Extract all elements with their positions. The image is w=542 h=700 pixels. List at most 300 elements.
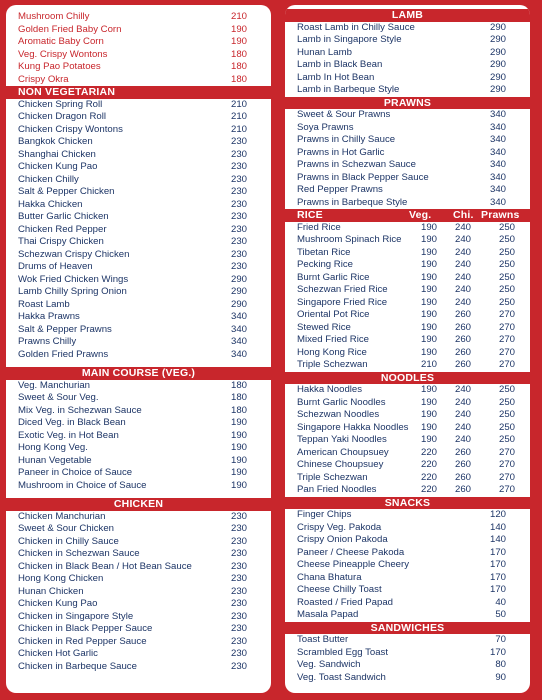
menu-item — [285, 572, 530, 585]
item-name: Pan Fried Noodles — [297, 484, 377, 495]
item-price: 230 — [230, 648, 247, 659]
item-price: 340 — [230, 311, 247, 322]
chicken-price: 240 — [454, 284, 471, 295]
menu-item — [285, 434, 530, 447]
prawns-price: 250 — [498, 259, 515, 270]
item-name: Burnt Garlic Noodles — [297, 396, 386, 408]
item-name: Hong Kong Chicken — [18, 573, 104, 584]
item-price: 180 — [230, 73, 247, 85]
menu-item — [285, 472, 530, 485]
prawns-price: 250 — [498, 434, 515, 445]
noodles-header: NOODLES — [285, 372, 530, 385]
item-name: Chicken in Barbeque Sauce — [18, 660, 137, 672]
menu-item — [6, 61, 271, 74]
menu-item — [6, 405, 271, 418]
item-name: Mushroom Spinach Rice — [297, 234, 402, 245]
chicken-price: 240 — [454, 396, 471, 408]
menu-item — [285, 659, 530, 672]
menu-item — [285, 184, 530, 197]
item-name: Chicken in Red Pepper Sauce — [18, 635, 147, 647]
menu-item — [6, 124, 271, 137]
item-price: 230 — [230, 161, 247, 172]
rice-list — [285, 222, 530, 372]
menu-item — [285, 284, 530, 297]
menu-item — [6, 36, 271, 49]
prawns-price: 250 — [498, 384, 515, 395]
item-price: 290 — [489, 71, 506, 83]
menu-item — [6, 467, 271, 480]
menu-item — [285, 309, 530, 322]
lamb-list — [285, 22, 530, 97]
item-price: 80 — [495, 659, 506, 670]
item-price: 230 — [230, 523, 247, 534]
veg-price: 220 — [420, 459, 437, 470]
item-price: 290 — [230, 273, 247, 285]
veg-price: 190 — [420, 221, 437, 233]
item-name: Hunan Lamb — [297, 46, 352, 58]
veg-price: 190 — [420, 271, 437, 283]
left-menu-column — [6, 5, 271, 693]
menu-item — [285, 597, 530, 610]
item-name: Triple Schezwan — [297, 471, 368, 483]
chicken-price: 260 — [454, 309, 471, 320]
item-name: Veg. Crispy Wontons — [18, 48, 108, 60]
noodles-section — [285, 372, 530, 497]
menu-item — [6, 430, 271, 443]
veg-price: 190 — [420, 421, 437, 433]
item-name: Chicken Kung Pao — [18, 161, 98, 172]
item-name: Prawns Chilly — [18, 336, 77, 347]
item-price: 180 — [230, 379, 247, 391]
item-price: 290 — [489, 46, 506, 58]
veg-price: 190 — [420, 259, 437, 270]
item-name: Schezwan Crispy Chicken — [18, 248, 130, 260]
veg-price: 190 — [420, 321, 437, 333]
item-name: Chicken in Chilly Sauce — [18, 535, 119, 547]
veg-price: 220 — [420, 446, 437, 458]
menu-item — [285, 609, 530, 622]
menu-item — [285, 59, 530, 72]
chicken-price: 240 — [454, 246, 471, 258]
sandwiches-section — [285, 622, 530, 685]
rice-section — [285, 209, 530, 372]
prawns-price: 270 — [498, 446, 515, 458]
menu-item — [285, 547, 530, 560]
menu-item — [6, 380, 271, 393]
item-name: Toast Butter — [297, 634, 349, 645]
veg-price: 220 — [420, 484, 437, 495]
item-price: 190 — [230, 417, 247, 428]
menu-item — [6, 392, 271, 405]
main-course-header: MAIN COURSE (VEG.) — [6, 367, 271, 380]
veg-price: 220 — [420, 471, 437, 483]
non-veg-section — [6, 86, 271, 361]
snacks-header: SNACKS — [285, 497, 530, 510]
item-name: Chicken in Black Bean / Hot Bean Sauce — [18, 560, 192, 572]
item-price: 180 — [230, 61, 247, 72]
chicken-price: 240 — [454, 221, 471, 233]
chicken-price: 260 — [454, 334, 471, 345]
menu-item — [6, 99, 271, 112]
item-price: 290 — [489, 59, 506, 70]
item-name: Chicken Manchurian — [18, 510, 106, 522]
menu-item — [285, 522, 530, 535]
item-name: Lamb in Barbeque Style — [297, 84, 400, 95]
item-name: Stewed Rice — [297, 321, 351, 333]
prawns-price: 250 — [498, 284, 515, 295]
item-name: Roast Lamb in Chilly Sauce — [297, 21, 415, 33]
prawns-price: 250 — [498, 221, 515, 233]
item-price: 340 — [230, 336, 247, 347]
item-price: 230 — [230, 173, 247, 185]
snacks-section — [285, 497, 530, 622]
item-price: 230 — [230, 548, 247, 559]
lamb-section — [285, 9, 530, 97]
item-price: 40 — [495, 596, 506, 608]
prawns-section — [285, 97, 530, 210]
menu-item — [6, 561, 271, 574]
item-name: Teppan Yaki Noodles — [297, 434, 387, 445]
menu-item — [285, 297, 530, 310]
chicken-price: 240 — [454, 409, 471, 420]
item-name: Mixed Fried Rice — [297, 334, 369, 345]
item-name: Crispy Okra — [18, 73, 69, 85]
item-name: Soya Prawns — [297, 121, 354, 133]
item-name: Oriental Pot Rice — [297, 309, 370, 320]
prawns-price: 250 — [498, 234, 515, 245]
item-name: Veg. Manchurian — [18, 379, 90, 391]
menu-item — [285, 384, 530, 397]
item-name: Mix Veg. in Schezwan Sauce — [18, 404, 142, 416]
item-name: Chicken Chilly — [18, 173, 79, 185]
menu-item — [285, 84, 530, 97]
menu-item — [285, 634, 530, 647]
prawns-price: 250 — [498, 246, 515, 258]
item-price: 50 — [495, 609, 506, 620]
veg-price: 190 — [420, 384, 437, 395]
chicken-price: 260 — [454, 471, 471, 483]
chicken-price: 240 — [454, 434, 471, 445]
item-name: Masala Papad — [297, 609, 359, 620]
item-name: Prawns in Schezwan Sauce — [297, 159, 416, 170]
item-price: 230 — [230, 585, 247, 597]
item-name: Fried Rice — [297, 221, 341, 233]
item-name: Schezwan Noodles — [297, 409, 380, 420]
menu-item — [6, 161, 271, 174]
item-price: 180 — [230, 404, 247, 416]
item-name: Singapore Fried Rice — [297, 296, 388, 308]
item-price: 210 — [230, 123, 247, 135]
item-name: Golden Fried Prawns — [18, 348, 109, 360]
item-price: 180 — [230, 48, 247, 60]
chicken-price: 260 — [454, 321, 471, 333]
chicken-section — [6, 498, 271, 673]
item-name: Butter Garlic Chicken — [18, 211, 109, 222]
menu-item — [285, 447, 530, 460]
item-price: 70 — [495, 634, 506, 645]
item-name: Sweet & Sour Veg. — [18, 392, 99, 403]
menu-item — [6, 199, 271, 212]
veg-price: 190 — [420, 309, 437, 320]
prawns-price: 250 — [498, 421, 515, 433]
item-price: 230 — [230, 211, 247, 222]
item-name: Red Pepper Prawns — [297, 184, 383, 195]
chicken-price: 240 — [454, 271, 471, 283]
menu-item — [6, 299, 271, 312]
item-name: American Choupsuey — [297, 446, 389, 458]
item-name: Chicken in Schezwan Sauce — [18, 548, 140, 559]
chicken-price: 240 — [454, 384, 471, 395]
rice-title: RICE — [297, 209, 323, 221]
item-price: 140 — [489, 521, 506, 533]
menu-item — [6, 261, 271, 274]
menu-item — [6, 111, 271, 124]
menu-item — [6, 136, 271, 149]
item-price: 180 — [230, 392, 247, 403]
prawns-price: 270 — [498, 484, 515, 495]
item-name: Crispy Veg. Pakoda — [297, 521, 382, 533]
rice-col-veg: Veg. — [409, 209, 432, 221]
item-price: 230 — [230, 510, 247, 522]
item-price: 190 — [230, 454, 247, 466]
menu-item — [285, 484, 530, 497]
chicken-price: 260 — [454, 484, 471, 495]
menu-item — [6, 611, 271, 624]
menu-item — [285, 134, 530, 147]
rice-header — [285, 209, 530, 222]
item-name: Roast Lamb — [18, 298, 70, 310]
item-name: Golden Fried Baby Corn — [18, 23, 122, 35]
chicken-header: CHICKEN — [6, 498, 271, 511]
veg-price: 190 — [420, 396, 437, 408]
menu-item — [6, 224, 271, 237]
item-name: Prawns in Hot Garlic — [297, 146, 385, 158]
item-name: Salt & Pepper Prawns — [18, 323, 112, 335]
veg-price: 190 — [420, 246, 437, 258]
item-price: 170 — [489, 646, 506, 658]
item-price: 230 — [230, 610, 247, 622]
item-price: 340 — [489, 121, 506, 133]
item-price: 190 — [230, 429, 247, 441]
item-name: Hakka Noodles — [297, 384, 363, 395]
veg-price: 190 — [420, 296, 437, 308]
item-price: 230 — [230, 560, 247, 572]
menu-item — [285, 422, 530, 435]
menu-item — [6, 211, 271, 224]
menu-item — [285, 672, 530, 685]
item-name: Tibetan Rice — [297, 246, 351, 258]
item-price: 190 — [230, 36, 247, 47]
prawns-price: 270 — [498, 359, 515, 370]
menu-item — [285, 334, 530, 347]
item-price: 190 — [230, 467, 247, 478]
chicken-price: 260 — [454, 459, 471, 470]
item-name: Veg. Sandwich — [297, 659, 361, 670]
item-price: 340 — [489, 134, 506, 145]
menu-item — [6, 286, 271, 299]
item-name: Cheese Chilly Toast — [297, 584, 382, 595]
item-name: Lamb In Hot Bean — [297, 71, 375, 83]
item-name: Chicken in Singapore Style — [18, 610, 134, 622]
menu-item — [285, 72, 530, 85]
menu-item — [6, 442, 271, 455]
menu-item — [285, 22, 530, 35]
menu-item — [6, 573, 271, 586]
item-name: Chicken Hot Garlic — [18, 648, 98, 659]
prawns-price: 250 — [498, 409, 515, 420]
menu-item — [285, 584, 530, 597]
item-price: 210 — [230, 11, 247, 22]
menu-item — [6, 349, 271, 362]
sandwiches-header: SANDWICHES — [285, 622, 530, 635]
menu-item — [6, 274, 271, 287]
item-price: 230 — [230, 660, 247, 672]
item-name: Cheese Pineapple Cheery — [297, 559, 410, 570]
item-name: Hakka Prawns — [18, 311, 80, 322]
veg-price: 190 — [420, 434, 437, 445]
menu-item — [6, 174, 271, 187]
item-name: Prawns in Black Pepper Sauce — [297, 171, 429, 183]
item-price: 340 — [230, 348, 247, 360]
item-price: 230 — [230, 186, 247, 197]
non-veg-header: NON VEGETARIAN — [6, 86, 271, 99]
menu-item — [6, 149, 271, 162]
item-name: Schezwan Fried Rice — [297, 284, 388, 295]
menu-item — [6, 417, 271, 430]
item-price: 290 — [489, 21, 506, 33]
item-name: Lamb in Black Bean — [297, 59, 383, 70]
menu-item — [6, 586, 271, 599]
menu-item — [285, 247, 530, 260]
menu-item — [285, 122, 530, 135]
item-name: Lamb Chilly Spring Onion — [18, 286, 127, 297]
item-price: 290 — [230, 298, 247, 310]
item-name: Triple Schezwan — [297, 359, 368, 370]
menu-item — [6, 511, 271, 524]
menu-item — [285, 172, 530, 185]
item-name: Diced Veg. in Black Bean — [18, 417, 126, 428]
item-name: Chicken Crispy Wontons — [18, 123, 123, 135]
item-price: 230 — [230, 248, 247, 260]
chicken-price: 240 — [454, 296, 471, 308]
item-name: Sweet & Sour Prawns — [297, 109, 391, 120]
veg-price: 210 — [420, 359, 437, 370]
item-name: Hunan Vegetable — [18, 454, 92, 466]
chicken-price: 240 — [454, 234, 471, 245]
prawns-price: 270 — [498, 334, 515, 345]
rice-col-chi: Chi. — [453, 209, 474, 221]
item-name: Drums of Heaven — [18, 261, 93, 272]
item-name: Chicken Kung Pao — [18, 598, 98, 609]
menu-item — [285, 109, 530, 122]
chicken-price: 240 — [454, 421, 471, 433]
menu-item — [6, 74, 271, 87]
item-name: Prawns in Barbeque Style — [297, 196, 408, 208]
menu-item — [6, 536, 271, 549]
menu-item — [285, 147, 530, 160]
item-name: Singapore Hakka Noodles — [297, 421, 409, 433]
item-name: Mushroom Chilly — [18, 11, 90, 22]
snacks-list — [285, 509, 530, 622]
item-price: 230 — [230, 598, 247, 609]
item-price: 340 — [489, 146, 506, 158]
item-price: 170 — [489, 584, 506, 595]
item-name: Salt & Pepper Chicken — [18, 186, 115, 197]
item-name: Paneer / Cheese Pakoda — [297, 546, 405, 558]
veg-price: 190 — [420, 409, 437, 420]
menu-item — [285, 347, 530, 360]
item-name: Chicken Spring Roll — [18, 98, 103, 110]
sandwiches-list — [285, 634, 530, 684]
prawns-price: 250 — [498, 271, 515, 283]
item-name: Chicken in Black Pepper Sauce — [18, 623, 153, 634]
menu-item — [6, 648, 271, 661]
right-menu-column — [285, 5, 530, 693]
menu-item — [6, 523, 271, 536]
item-name: Veg. Toast Sandwich — [297, 671, 386, 683]
item-price: 120 — [489, 509, 506, 520]
item-price: 90 — [495, 671, 506, 683]
item-name: Bangkok Chicken — [18, 136, 93, 147]
menu-item — [6, 236, 271, 249]
menu-item — [285, 159, 530, 172]
menu-item — [6, 598, 271, 611]
item-price: 230 — [230, 261, 247, 272]
chicken-price: 240 — [454, 259, 471, 270]
item-name: Chinese Choupsuey — [297, 459, 384, 470]
item-price: 340 — [230, 323, 247, 335]
item-price: 230 — [230, 535, 247, 547]
item-name: Prawns in Chilly Sauce — [297, 134, 396, 145]
menu-item — [6, 11, 271, 24]
item-name: Hong Kong Rice — [297, 346, 367, 358]
item-name: Thai Crispy Chicken — [18, 236, 104, 247]
prawns-header: PRAWNS — [285, 97, 530, 110]
menu-item — [6, 480, 271, 493]
menu-item — [285, 197, 530, 210]
menu-item — [285, 534, 530, 547]
item-name: Pecking Rice — [297, 259, 353, 270]
menu-item — [6, 548, 271, 561]
menu-item — [6, 623, 271, 636]
item-price: 170 — [489, 559, 506, 570]
lamb-header: LAMB — [285, 9, 530, 22]
veg-price: 190 — [420, 234, 437, 245]
prawns-price: 270 — [498, 309, 515, 320]
item-price: 230 — [230, 198, 247, 210]
item-name: Finger Chips — [297, 509, 352, 520]
item-name: Exotic Veg. in Hot Bean — [18, 429, 119, 441]
item-price: 170 — [489, 546, 506, 558]
item-price: 290 — [489, 34, 506, 45]
noodles-list — [285, 384, 530, 497]
item-price: 190 — [230, 23, 247, 35]
item-name: Kung Pao Potatoes — [18, 61, 101, 72]
chicken-list — [6, 511, 271, 674]
item-price: 340 — [489, 196, 506, 208]
prawns-list — [285, 109, 530, 209]
menu-item — [285, 259, 530, 272]
item-name: Chicken Dragon Roll — [18, 111, 106, 122]
item-name: Paneer in Choice of Sauce — [18, 467, 133, 478]
menu-item — [285, 322, 530, 335]
item-price: 140 — [489, 534, 506, 545]
item-price: 190 — [230, 442, 247, 453]
menu-item — [6, 336, 271, 349]
item-name: Burnt Garlic Rice — [297, 271, 370, 283]
top-veg-list — [6, 11, 271, 86]
item-name: Sweet & Sour Chicken — [18, 523, 114, 534]
